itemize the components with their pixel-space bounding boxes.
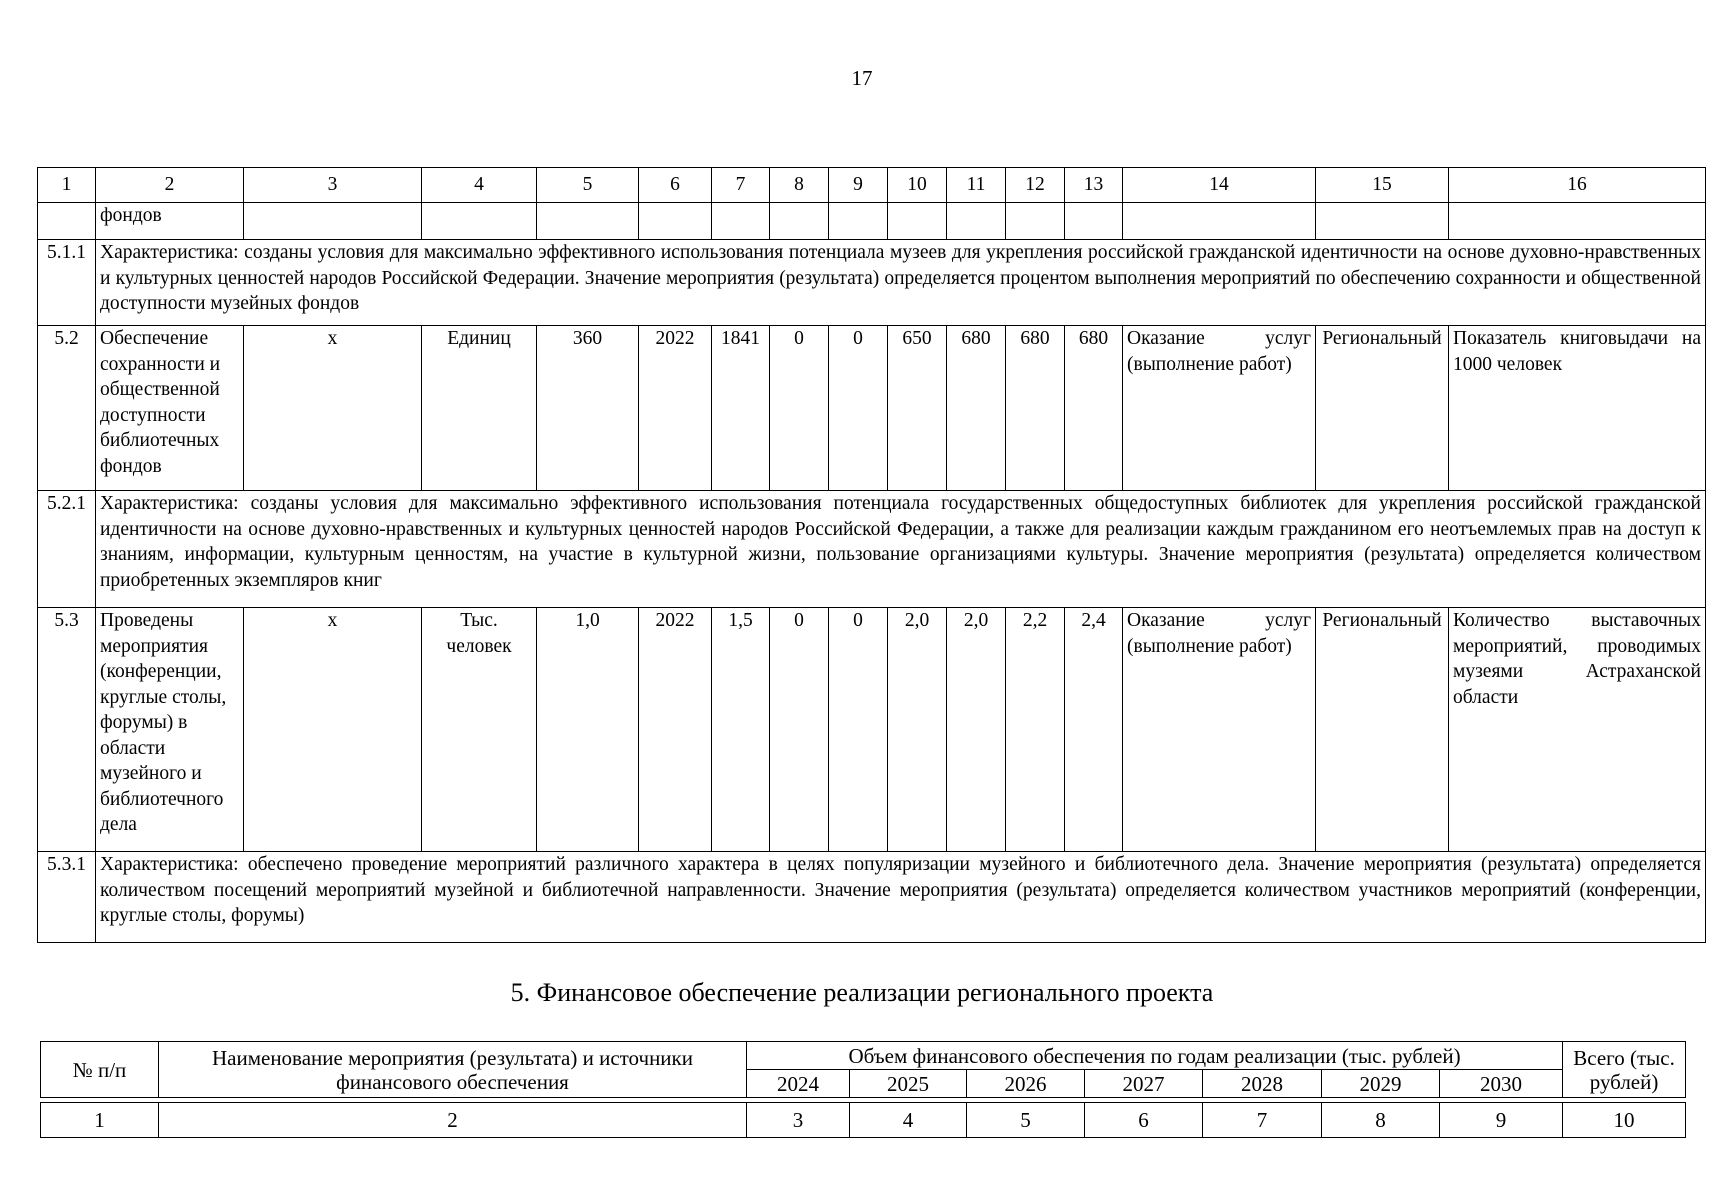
col-number-header: № п/п xyxy=(41,1042,159,1098)
column-number: 4 xyxy=(422,168,537,203)
results-table xyxy=(37,167,1706,943)
column-number: 6 xyxy=(639,168,712,203)
year-header: 2028 xyxy=(1203,1070,1322,1098)
base-value: 360 xyxy=(537,326,639,491)
characteristic-text: Характеристика: созданы условия для максимально эффективного использования потенциала музеев для укрепления российской гражданской идентичности на основе духовно-нравственных и культурных ценностей народов Российской Федерации. Значение мероприятия (результата) определяется процентом выполнения мероприятий по обеспечению сохранности и общественной доступности музейных фондов xyxy=(96,240,1706,326)
value: 0 xyxy=(829,608,888,852)
value: 680 xyxy=(947,326,1006,491)
value: 2,2 xyxy=(1006,608,1065,852)
column-number: 12 xyxy=(1006,168,1065,203)
value: 2,4 xyxy=(1065,608,1123,852)
column-number: 10 xyxy=(1563,1103,1686,1138)
column-number: 13 xyxy=(1065,168,1123,203)
value: 1841 xyxy=(712,326,770,491)
value: 2,0 xyxy=(947,608,1006,852)
column-number: 9 xyxy=(1440,1103,1563,1138)
year-header: 2025 xyxy=(850,1070,967,1098)
row-number: 5.2.1 xyxy=(38,491,96,608)
column-number: 8 xyxy=(1322,1103,1440,1138)
column-number: 5 xyxy=(537,168,639,203)
value: 680 xyxy=(1006,326,1065,491)
col-total-header: Всего (тыс. рублей) xyxy=(1563,1042,1686,1098)
column-number: 7 xyxy=(1203,1103,1322,1138)
column-number: 14 xyxy=(1123,168,1316,203)
page-number: 17 xyxy=(851,66,873,90)
column-number: 3 xyxy=(244,168,422,203)
table-row xyxy=(38,326,1706,491)
column-number: 2 xyxy=(159,1103,747,1138)
column-number: 5 xyxy=(967,1103,1085,1138)
result-name: Проведены мероприятия (конференции, круглые столы, форумы) в области музейного и библиотечного дела xyxy=(96,608,244,852)
row-number: 5.3 xyxy=(38,608,96,852)
characteristic-text: Характеристика: созданы условия для максимально эффективного использования потенциала государственных общедоступных библиотек для укрепления российской гражданской идентичности на основе духовно-нравственных и культурных ценностей народов Российской Федерации, а также для реализации каждым гражданином его неотъемлемых прав на доступ к знаниям, информации, культурным ценностям, на участие в культурной жизни, пользование организациями культуры. Значение мероприятия (результата) определяется количеством приобретенных экземпляров книг xyxy=(96,491,1706,608)
col-name-header: Наименование мероприятия (результата) и источники финансового обеспечения xyxy=(159,1042,747,1098)
column-number: 8 xyxy=(770,168,829,203)
column-number: 1 xyxy=(38,168,96,203)
value: 650 xyxy=(888,326,947,491)
value: 1,5 xyxy=(712,608,770,852)
column-number: 6 xyxy=(1085,1103,1203,1138)
characteristic-row xyxy=(38,240,1706,326)
column-number: 7 xyxy=(712,168,770,203)
result-name: Обеспечение сохранности и общественной доступности библиотечных фондов xyxy=(96,326,244,491)
year-header: 2027 xyxy=(1085,1070,1203,1098)
year-header: 2024 xyxy=(747,1070,850,1098)
column-number: 15 xyxy=(1316,168,1449,203)
column-number: 1 xyxy=(41,1103,159,1138)
year-header: 2030 xyxy=(1440,1070,1563,1098)
result-level: Региональный xyxy=(1316,608,1449,852)
year-header: 2026 xyxy=(967,1070,1085,1098)
finance-header-row xyxy=(41,1042,1686,1070)
indicator: Показатель книговыдачи на 1000 человек xyxy=(1449,326,1706,491)
base-value: 1,0 xyxy=(537,608,639,852)
column-number: 16 xyxy=(1449,168,1706,203)
column-number: 3 xyxy=(747,1103,850,1138)
row-number: 5.3.1 xyxy=(38,852,96,943)
year-header: 2029 xyxy=(1322,1070,1440,1098)
value: 0 xyxy=(770,608,829,852)
table-row xyxy=(38,608,1706,852)
value: 2,0 xyxy=(888,608,947,852)
unit: Единиц xyxy=(422,326,537,491)
base-year: 2022 xyxy=(639,608,712,852)
value: 680 xyxy=(1065,326,1123,491)
cell: x xyxy=(244,326,422,491)
column-number-row xyxy=(38,168,1706,203)
section-title: 5. Финансовое обеспечение реализации регионального проекта xyxy=(510,978,1214,1007)
value: 0 xyxy=(770,326,829,491)
column-number: 10 xyxy=(888,168,947,203)
table-row xyxy=(38,203,1706,240)
finance-table xyxy=(40,1041,1686,1138)
row-number: 5.1.1 xyxy=(38,240,96,326)
cell: x xyxy=(244,608,422,852)
unit: Тыс. человек xyxy=(422,608,537,852)
column-number: 9 xyxy=(829,168,888,203)
row-number: 5.2 xyxy=(38,326,96,491)
column-number: 11 xyxy=(947,168,1006,203)
characteristic-row xyxy=(38,852,1706,943)
finance-column-number-row xyxy=(41,1103,1686,1138)
result-level: Региональный xyxy=(1316,326,1449,491)
col-volume-header: Объем финансового обеспечения по годам реализации (тыс. рублей) xyxy=(747,1042,1563,1070)
characteristic-row xyxy=(38,491,1706,608)
base-year: 2022 xyxy=(639,326,712,491)
indicator: Количество выставочных мероприятий, проводимых музеями Астраханской области xyxy=(1449,608,1706,852)
column-number: 2 xyxy=(96,168,244,203)
value: 0 xyxy=(829,326,888,491)
characteristic-text: Характеристика: обеспечено проведение мероприятий различного характера в целях популяризации музейного и библиотечного дела. Значение мероприятия (результата) определяется количеством посещений мероприятий музейной и библиотечной направленности. Значение мероприятия (результата) определяется количеством участников мероприятий (конференции, круглые столы, форумы) xyxy=(96,852,1706,943)
result-type: Оказание услуг (выполнение работ) xyxy=(1123,608,1316,852)
result-type: Оказание услуг (выполнение работ) xyxy=(1123,326,1316,491)
result-name: фондов xyxy=(96,203,244,240)
column-number: 4 xyxy=(850,1103,967,1138)
